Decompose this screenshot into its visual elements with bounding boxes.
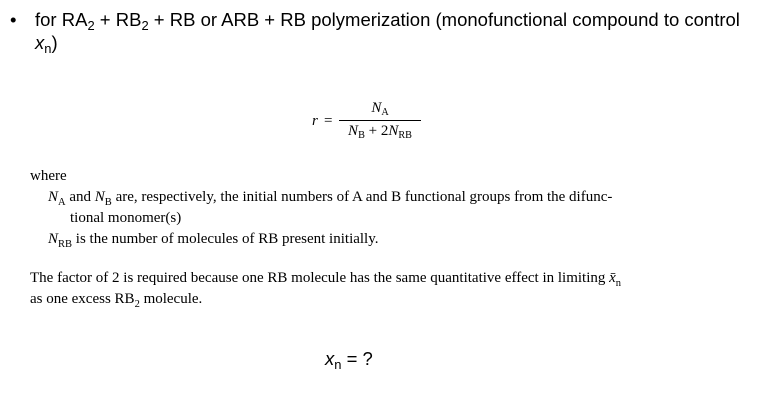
numerator	[339, 100, 421, 119]
subscript: 2	[87, 18, 95, 33]
explanation-line-1	[30, 268, 621, 289]
x-variable: x	[35, 32, 45, 53]
text: and	[65, 189, 95, 205]
fraction	[339, 100, 421, 140]
xn-question	[325, 348, 373, 370]
bullet-text-part: + RB	[94, 9, 142, 30]
equation-lhs: r	[312, 113, 318, 129]
subscript: 2	[134, 299, 140, 310]
text: molecule.	[139, 291, 203, 307]
bullet-text	[35, 8, 755, 54]
var: N	[348, 123, 359, 139]
subscript: n	[334, 357, 342, 372]
where-label: where	[30, 168, 67, 184]
var: N	[48, 231, 59, 247]
subscript: A	[58, 197, 66, 208]
x-variable: x	[325, 348, 335, 369]
subscript: RB	[398, 130, 412, 141]
text: as one excess RB	[30, 291, 135, 307]
fraction-bar	[339, 120, 421, 121]
explanation-line-2	[30, 289, 202, 310]
definition-2	[48, 229, 379, 250]
denominator	[339, 123, 421, 140]
definition-1-continued: tional monomer(s)	[70, 210, 182, 226]
bullet-text-part: + RB or ARB + RB polymerization (monofunctional compound to control	[148, 9, 740, 30]
text: The factor of 2 is required because one RB molecule has the same quantitative effect in limiting	[30, 270, 610, 286]
bullet-point	[10, 8, 755, 54]
definition-1	[48, 187, 612, 208]
bullet-symbol: •	[10, 9, 17, 30]
plus-term: + 2	[364, 123, 389, 139]
subscript: RB	[58, 239, 73, 250]
subscript: n	[615, 278, 622, 289]
ratio-equation	[312, 100, 432, 150]
bullet-text-part: )	[51, 32, 58, 53]
text: is the number of molecules of RB present initially.	[72, 231, 379, 247]
var: N	[371, 100, 382, 116]
xn-bar-var: x̄	[609, 270, 616, 286]
var: N	[388, 123, 399, 139]
var: N	[94, 189, 105, 205]
subscript: A	[381, 107, 389, 118]
equals-sign: =	[324, 113, 333, 129]
question-text: = ?	[341, 348, 373, 369]
subscript: 2	[141, 18, 149, 33]
subscript: B	[104, 197, 112, 208]
bullet-text-part: for RA	[35, 9, 88, 30]
subscript: n	[44, 41, 52, 56]
text: are, respectively, the initial numbers of A and B functional groups from the difunc-	[111, 189, 613, 205]
subscript: B	[358, 130, 365, 141]
var: N	[48, 189, 59, 205]
